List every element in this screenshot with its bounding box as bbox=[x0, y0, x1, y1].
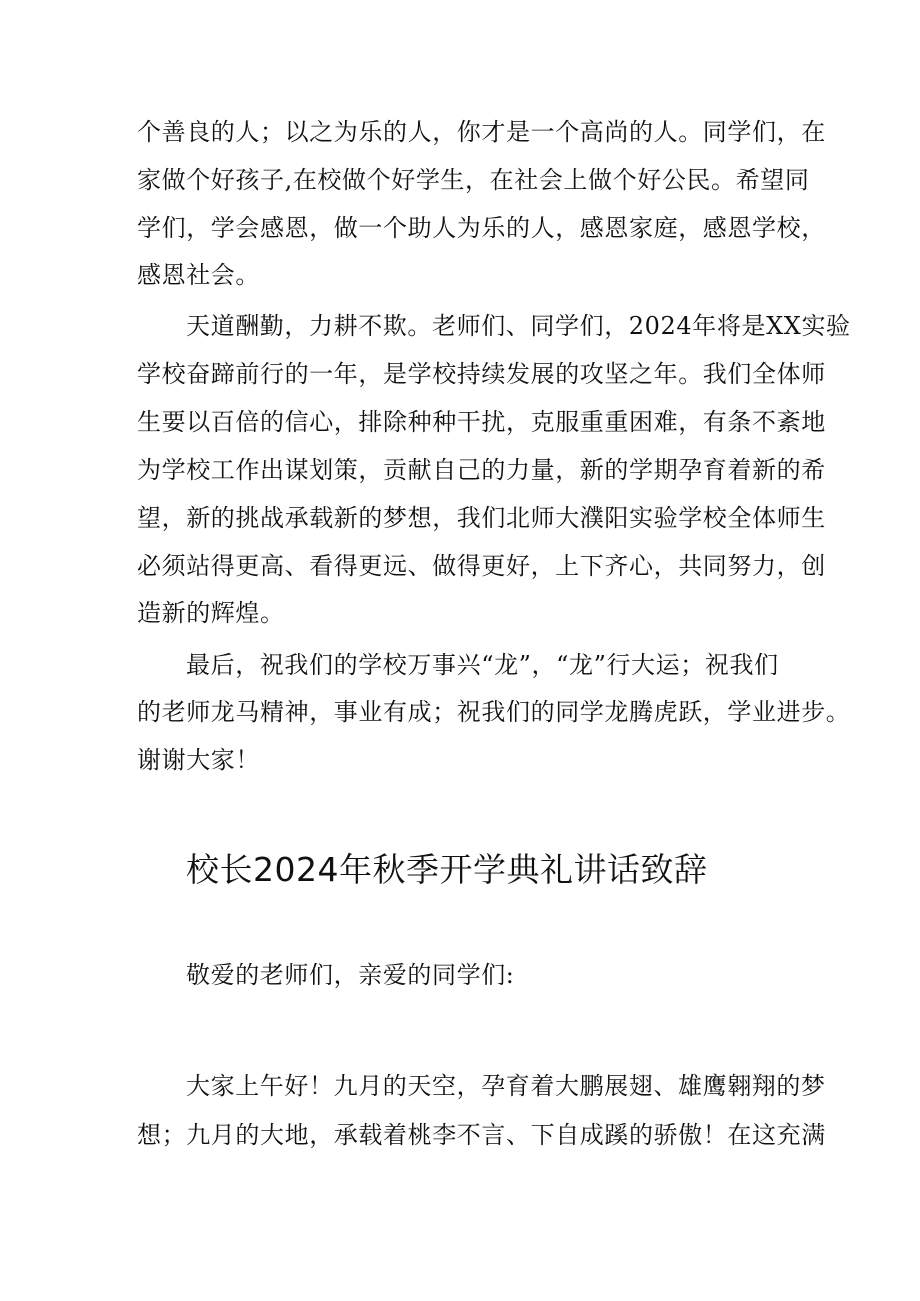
paragraph-2-line-1: 天道酬勤，力耕不欺。老师们、同学们，2024年将是XX实验 bbox=[186, 312, 851, 340]
paragraph-2-line-4: 为学校工作出谋划策，贡献自己的力量，新的学期孕育着新的希 bbox=[137, 456, 826, 484]
paragraph-4-line-1: 大家上午好！九月的天空，孕育着大鹏展翅、雄鹰翱翔的梦 bbox=[186, 1072, 826, 1100]
paragraph-3-line-3: 谢谢大家！ bbox=[137, 746, 260, 774]
paragraph-2-line-2: 学校奋蹄前行的一年，是学校持续发展的攻坚之年。我们全体师 bbox=[137, 360, 826, 388]
paragraph-2-line-5: 望，新的挑战承载新的梦想，我们北师大濮阳实验学校全体师生 bbox=[137, 504, 826, 532]
paragraph-1-line-3: 学们，学会感恩，做一个助人为乐的人，感恩家庭，感恩学校， bbox=[137, 214, 826, 242]
paragraph-1-line-1: 个善良的人；以之为乐的人，你才是一个高尚的人。同学们，在 bbox=[137, 118, 826, 146]
paragraph-3-line-1: 最后，祝我们的学校万事兴“龙”，“龙”行大运；祝我们 bbox=[186, 651, 779, 679]
salutation: 敬爱的老师们，亲爱的同学们: bbox=[186, 961, 515, 989]
paragraph-1-line-2: 家做个好孩子,在校做个好学生，在社会上做个好公民。希望同 bbox=[137, 166, 810, 194]
speech-heading: 校长2024年秋季开学典礼讲话致辞 bbox=[186, 850, 708, 889]
paragraph-3-line-2: 的老师龙马精神，事业有成；祝我们的同学龙腾虎跃，学业进步。 bbox=[137, 698, 851, 726]
paragraph-2-line-3: 生要以百倍的信心，排除种种干扰，克服重重困难，有条不紊地 bbox=[137, 408, 826, 436]
paragraph-2-line-6: 必须站得更高、看得更远、做得更好，上下齐心，共同努力，创 bbox=[137, 552, 826, 580]
paragraph-4-line-2: 想；九月的大地，承载着桃李不言、下自成蹊的骄傲！在这充满 bbox=[137, 1121, 826, 1149]
paragraph-2-line-7: 造新的辉煌。 bbox=[137, 599, 285, 627]
paragraph-1-line-4: 感恩社会。 bbox=[137, 261, 260, 289]
